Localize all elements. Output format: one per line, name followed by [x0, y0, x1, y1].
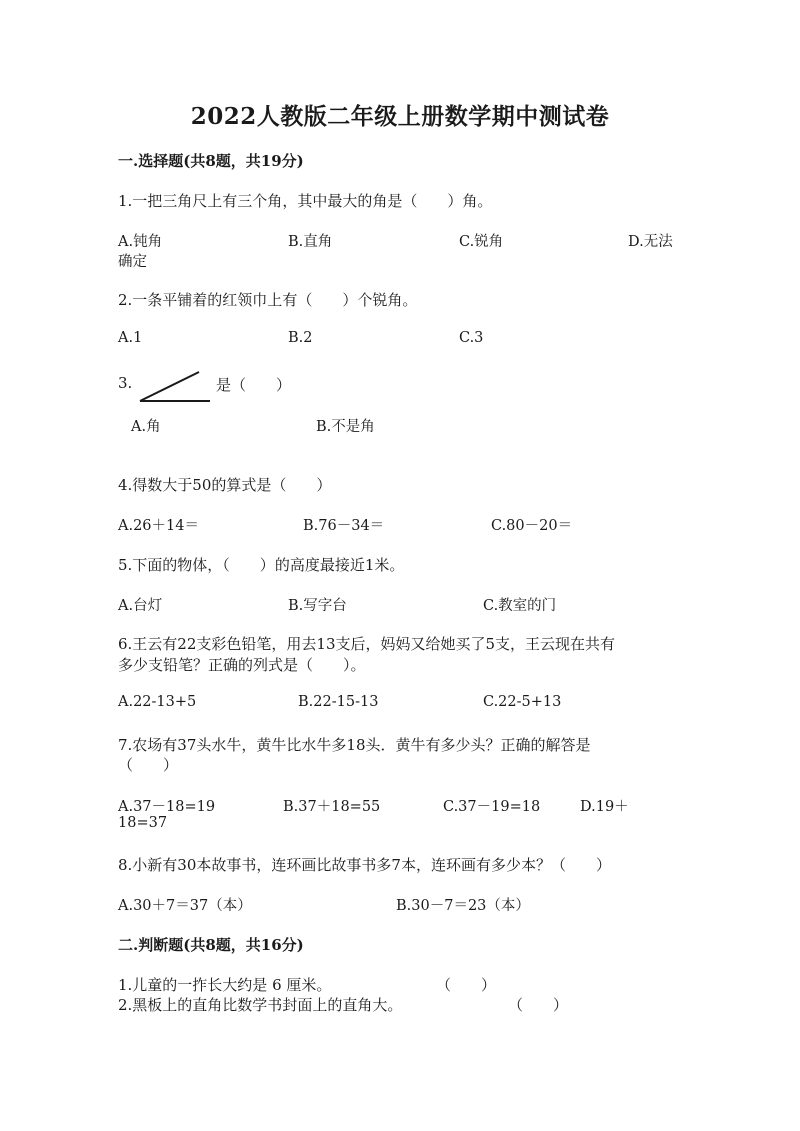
question-6-option-c: C.22-5+13 — [483, 694, 562, 710]
section-heading-judgement: 二.判断题(共8题，共16分) — [118, 936, 304, 954]
page-title: 2022人教版二年级上册数学期中测试卷 — [190, 103, 610, 130]
question-1-stem: 1.一把三角尺上有三个角，其中最大的角是（ ）角。 — [118, 192, 493, 210]
question-1-option-d: D.无法 — [628, 234, 673, 250]
judgement-2-stem: 2.黑板上的直角比数学书封面上的直角大。 — [118, 996, 403, 1014]
question-2-option-c: C.3 — [459, 330, 484, 346]
question-7-option-a: A.37－18=19 — [118, 799, 216, 815]
question-3-option-b: B.不是角 — [316, 419, 375, 435]
question-8-option-a: A.30＋7＝37（本） — [118, 898, 252, 914]
question-7-option-c: C.37－19=18 — [443, 799, 541, 815]
question-4-option-c: C.80－20＝ — [491, 518, 573, 534]
question-1-option-d-continued: 确定 — [118, 254, 147, 270]
question-7-stem-line-2: （ ） — [118, 756, 179, 774]
question-6-option-a: A.22-13+5 — [118, 694, 197, 710]
section-heading-choice: 一.选择题(共8题，共19分) — [118, 152, 304, 170]
question-6-stem-line-2: 多少支铅笔？正确的列式是（ ）。 — [118, 656, 366, 674]
question-8-stem: 8.小新有30本故事书，连环画比故事书多7本，连环画有多少本？（ ） — [118, 856, 611, 874]
question-4-option-a: A.26＋14＝ — [118, 518, 199, 534]
question-5-option-c: C.教室的门 — [483, 598, 557, 614]
judgement-1-stem: 1.儿童的一拃长大约是 6 厘米。 — [118, 976, 332, 994]
question-2-stem: 2.一条平铺着的红领巾上有（ ）个锐角。 — [118, 291, 418, 309]
question-6-option-b: B.22-15-13 — [298, 694, 379, 710]
question-7-option-d-continued: 18=37 — [118, 815, 168, 831]
question-5-option-a: A.台灯 — [118, 598, 163, 614]
question-5-option-b: B.写字台 — [288, 598, 347, 614]
question-2-option-a: A.1 — [118, 330, 143, 346]
question-4-option-b: B.76－34＝ — [303, 518, 385, 534]
question-3-stem: 是（ ） — [216, 376, 292, 394]
question-7-option-b: B.37＋18=55 — [283, 799, 381, 815]
question-7-stem-line-1: 7.农场有37头水牛，黄牛比水牛多18头．黄牛有多少头？正确的解答是 — [118, 736, 591, 754]
question-8-option-b: B.30－7＝23（本） — [396, 898, 530, 914]
question-3-option-a: A.角 — [131, 419, 161, 435]
question-3-number: 3. — [118, 374, 133, 392]
angle-figure — [137, 368, 213, 404]
question-7-option-d: D.19＋ — [580, 799, 629, 815]
question-1-option-b: B.直角 — [288, 234, 333, 250]
question-5-stem: 5.下面的物体，（ ）的高度最接近1米。 — [118, 556, 405, 574]
question-2-option-b: B.2 — [288, 330, 313, 346]
question-1-option-a: A.钝角 — [118, 234, 163, 250]
question-1-option-c: C.锐角 — [459, 234, 504, 250]
question-4-stem: 4.得数大于50的算式是（ ） — [118, 476, 332, 494]
judgement-1-blank: （ ） — [436, 976, 497, 994]
question-6-stem-line-1: 6.王云有22支彩色铅笔，用去13支后，妈妈又给她买了5支，王云现在共有 — [118, 635, 616, 653]
judgement-2-blank: （ ） — [508, 996, 569, 1014]
